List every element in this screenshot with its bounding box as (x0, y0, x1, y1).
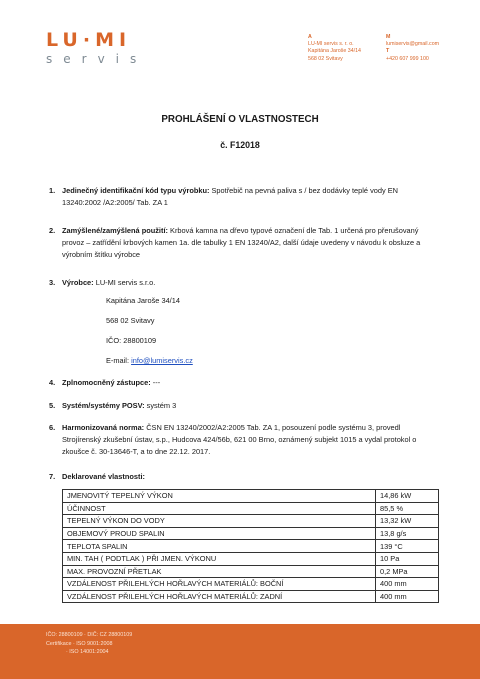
property-value: 10 Pa (376, 552, 439, 565)
section-posv-system (49, 400, 432, 412)
properties-table (62, 489, 439, 603)
section-intended-use (49, 225, 432, 260)
table-row (63, 540, 439, 553)
footer-line: Certifikace · ISO 9001:2008 (46, 640, 113, 647)
section-label: Zamýšlené/zamýšlená použití: (62, 226, 168, 235)
footer-band (0, 624, 480, 679)
section-number: 4. (49, 378, 56, 387)
email-label: M (386, 34, 391, 40)
document-title: PROHLÁŠENÍ O VLASTNOSTECH (161, 114, 319, 125)
section-number: 7. (49, 472, 56, 481)
email-prefix: E-mail: (106, 356, 129, 365)
property-name: VZDÁLENOST PŘILEHLÝCH HOŘLAVÝCH MATERIÁLŮ: BOČNÍ (63, 578, 376, 591)
section-declared-properties (49, 471, 432, 483)
table-row (63, 565, 439, 578)
section-text: Spotřebič na pevná paliva s / bez dodávky teplé vody EN 13240:2002 /A2:2005/ Tab. ZA 1 (62, 186, 399, 207)
property-name: OBJEMOVÝ PROUD SPALIN (63, 527, 376, 540)
property-name: TEPLOTA SPALIN (63, 540, 376, 553)
section-label: Systém/systémy POSV: (62, 401, 145, 410)
table-row (63, 590, 439, 603)
logo-wordmark: LU·MI (46, 29, 132, 51)
property-name: TEPELNÝ VÝKON DO VODY (63, 515, 376, 528)
section-label: Jedinečný identifikační kód typu výrobku: (62, 186, 210, 195)
property-value: 13,32 kW (376, 515, 439, 528)
property-name: ÚČINNOST (63, 502, 376, 515)
property-value: 14,86 kW (376, 490, 439, 503)
email-link[interactable]: info@lumiservis.cz (131, 356, 193, 365)
property-name: MIN. TAH ( PODTLAK ) PŘI JMEN. VÝKONU (63, 552, 376, 565)
section-number: 6. (49, 423, 56, 432)
property-value: 85,5 % (376, 502, 439, 515)
address-line: 568 02 Svitavy (308, 55, 343, 62)
section-representative (49, 377, 432, 389)
section-product-code (49, 185, 432, 209)
section-number: 2. (49, 226, 56, 235)
table-row (63, 578, 439, 591)
property-name: JMENOVITÝ TEPELNÝ VÝKON (63, 490, 376, 503)
company-logo (46, 30, 147, 66)
section-text: ČSN EN 13240/2002/A2:2005 Tab. ZA 1, posouzení podle systému 3, provedl Strojírenský zkušební ústav, s.p., Hudcova 424/56b, 621 00 Brno, oznámený subjekt 1015 a vydal protokol o zkoušce č. 30-13646-T, a to dne 22.12. 2017. (62, 423, 417, 456)
property-value: 139 °C (376, 540, 439, 553)
document-number: č. F12018 (220, 140, 260, 150)
manufacturer-city: 568 02 Svitavy (106, 316, 155, 325)
footer-line: IČO: 28800109 · DIČ: CZ 28800109 (46, 632, 133, 638)
manufacturer-email (106, 356, 193, 366)
property-value: 13,8 g/s (376, 527, 439, 540)
section-label: Zplnomocněný zástupce: (62, 378, 151, 387)
manufacturer-street: Kapitána Jaroše 34/14 (106, 296, 180, 305)
header-address-block (308, 34, 361, 63)
section-text: systém 3 (146, 401, 177, 410)
manufacturer-ico: IČO: 28800109 (106, 336, 157, 345)
header-contact-block (386, 34, 439, 63)
section-text: --- (152, 378, 161, 387)
table-row (63, 552, 439, 565)
section-label: Harmonizovaná norma: (62, 423, 145, 432)
section-label: Výrobce: (62, 278, 94, 287)
property-name: VZDÁLENOST PŘILEHLÝCH HOŘLAVÝCH MATERIÁLŮ: ZADNÍ (63, 590, 376, 603)
section-number: 5. (49, 401, 56, 410)
section-text: Krbová kamna na dřevo typové označení dle Tab. 1 určená pro přerušovaný provoz – zatřídění krbových kamen 1a. dle tabulky 1 EN 13240/A2, další údaje uvedeny v návodu k obsluze a výrobním štítku výrobce (62, 226, 421, 259)
address-line: LU-MI servis s. r. o. (308, 41, 354, 48)
address-label: A (308, 34, 312, 40)
property-value: 400 mm (376, 578, 439, 591)
property-value: 0,2 MPa (376, 565, 439, 578)
section-label: Deklarované vlastnosti: (62, 472, 145, 481)
table-row (63, 490, 439, 503)
footer-line: · ISO 14001:2004 (66, 649, 109, 656)
address-line: Kapitána Jaroše 34/14 (308, 48, 362, 55)
section-text: LU-MI servis s.r.o. (95, 278, 156, 287)
table-row (63, 502, 439, 515)
section-harmonized-norm (49, 422, 432, 457)
table-row (63, 527, 439, 540)
section-number: 1. (49, 186, 56, 195)
phone-label: T (386, 48, 390, 55)
section-number: 3. (49, 278, 56, 287)
table-row (63, 515, 439, 528)
property-name: MAX. PROVOZNÍ PŘETLAK (63, 565, 376, 578)
property-value: 400 mm (376, 590, 439, 603)
logo-subtitle: servis (46, 52, 148, 66)
header-phone: +420 607 999 100 (386, 55, 429, 62)
section-manufacturer (49, 277, 432, 289)
footer-text (46, 631, 132, 657)
header-email[interactable]: lumiservis@gmail.com (386, 41, 440, 48)
